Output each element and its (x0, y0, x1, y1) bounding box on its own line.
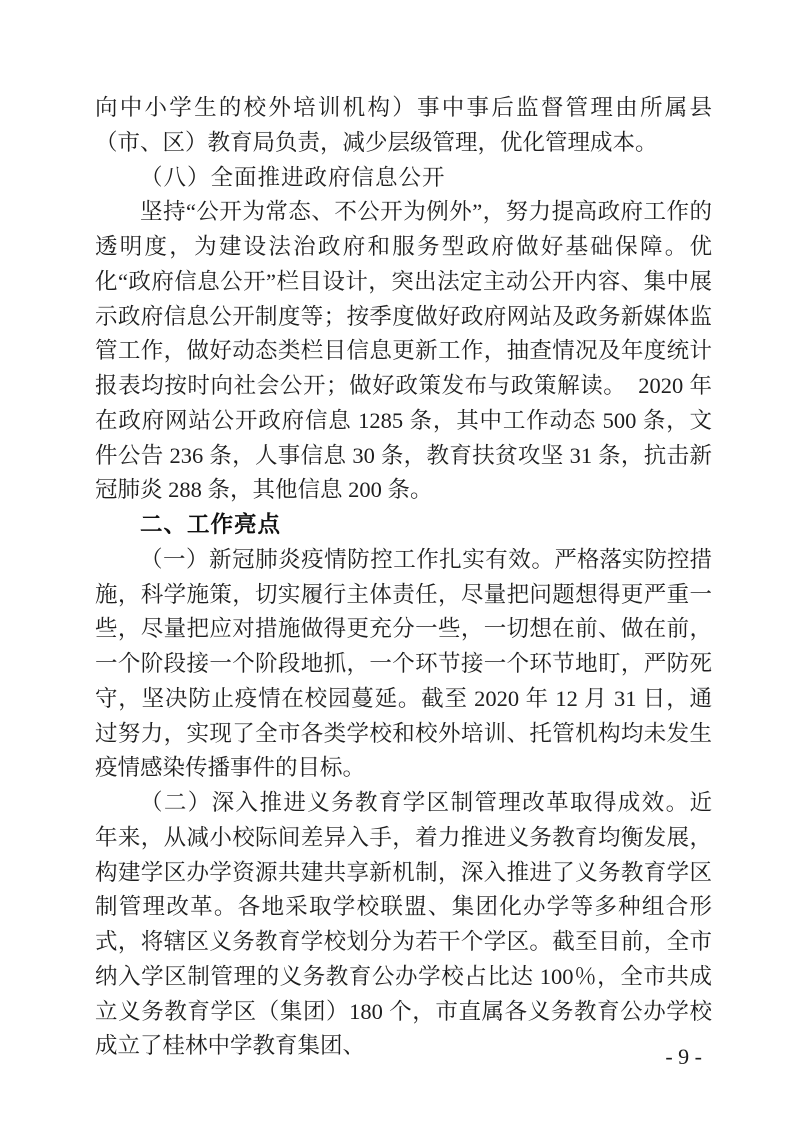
section8-paragraph: 坚持“公开为常态、不公开为例外”，努力提高政府工作的透明度，为建设法治政府和服务型政府做好基础保障。优化“政府信息公开”栏目设计，突出法定主动公开内容、集中展示政府信息公开制度等；按季度做好政府网站及政务新媒体监管工作，做好动态类栏目信息更新工作，抽查情况及年度统计报表均按时向社会公开；做好政策发布与政策解读。 2020 年在政府网站公开政府信息 1285 条，其中工作动态 500 条，文件公告 236 条，人事信息 30 条，教育扶贫攻坚 31 条，抗击新冠肺炎 288 条，其他信息 200 条。 (95, 199, 712, 503)
highlight2-body: 近年来，从减小校际间差异入手，着力推进义务教育均衡发展，构建学区办学资源共建共享新机制，深入推进了义务教育学区制管理改革。各地采取学校联盟、集团化办学等多种组合形式，将辖区义务教育学校划分为若干个学区。截至目前，全市纳入学区制管理的义务教育公办学校占比达 100％，全市共成立义务教育学区（集团）180 个，市直属各义务教育公办学校成立了桂林中学教育集团、 (95, 790, 712, 1059)
highlight1-lead: （一）新冠肺炎疫情防控工作扎实有效。 (140, 546, 555, 572)
carryover-paragraph: 向中小学生的校外培训机构）事中事后监督管理由所属县（市、区）教育局负责，减少层级管理，优化管理成本。 (95, 95, 712, 155)
highlight2-lead: （二）深入推进义务教育学区制管理改革取得成效。 (140, 790, 690, 815)
highlight2-paragraph (95, 786, 712, 1064)
part2-heading: 二、工作亮点 (140, 512, 282, 537)
document-body (95, 91, 712, 1064)
page-number: - 9 - (665, 1044, 702, 1069)
highlight1-body: 严格落实防控措施，科学施策，切实履行主体责任，尽量把问题想得更严重一些，尽量把应对措施做得更充分一些，一切想在前、做在前，一个阶段接一个阶段地抓，一个环节接一个环节地盯，严防死守，坚决防止疫情在校园蔓延。截至 2020 年 12 月 31 日，通过努力，实现了全市各类学校和校外培训、托管机构均未发生疫情感染传播事件的目标。 (95, 546, 712, 781)
section8-heading: （八）全面推进政府信息公开 (140, 164, 446, 190)
highlight1-paragraph (95, 543, 712, 786)
